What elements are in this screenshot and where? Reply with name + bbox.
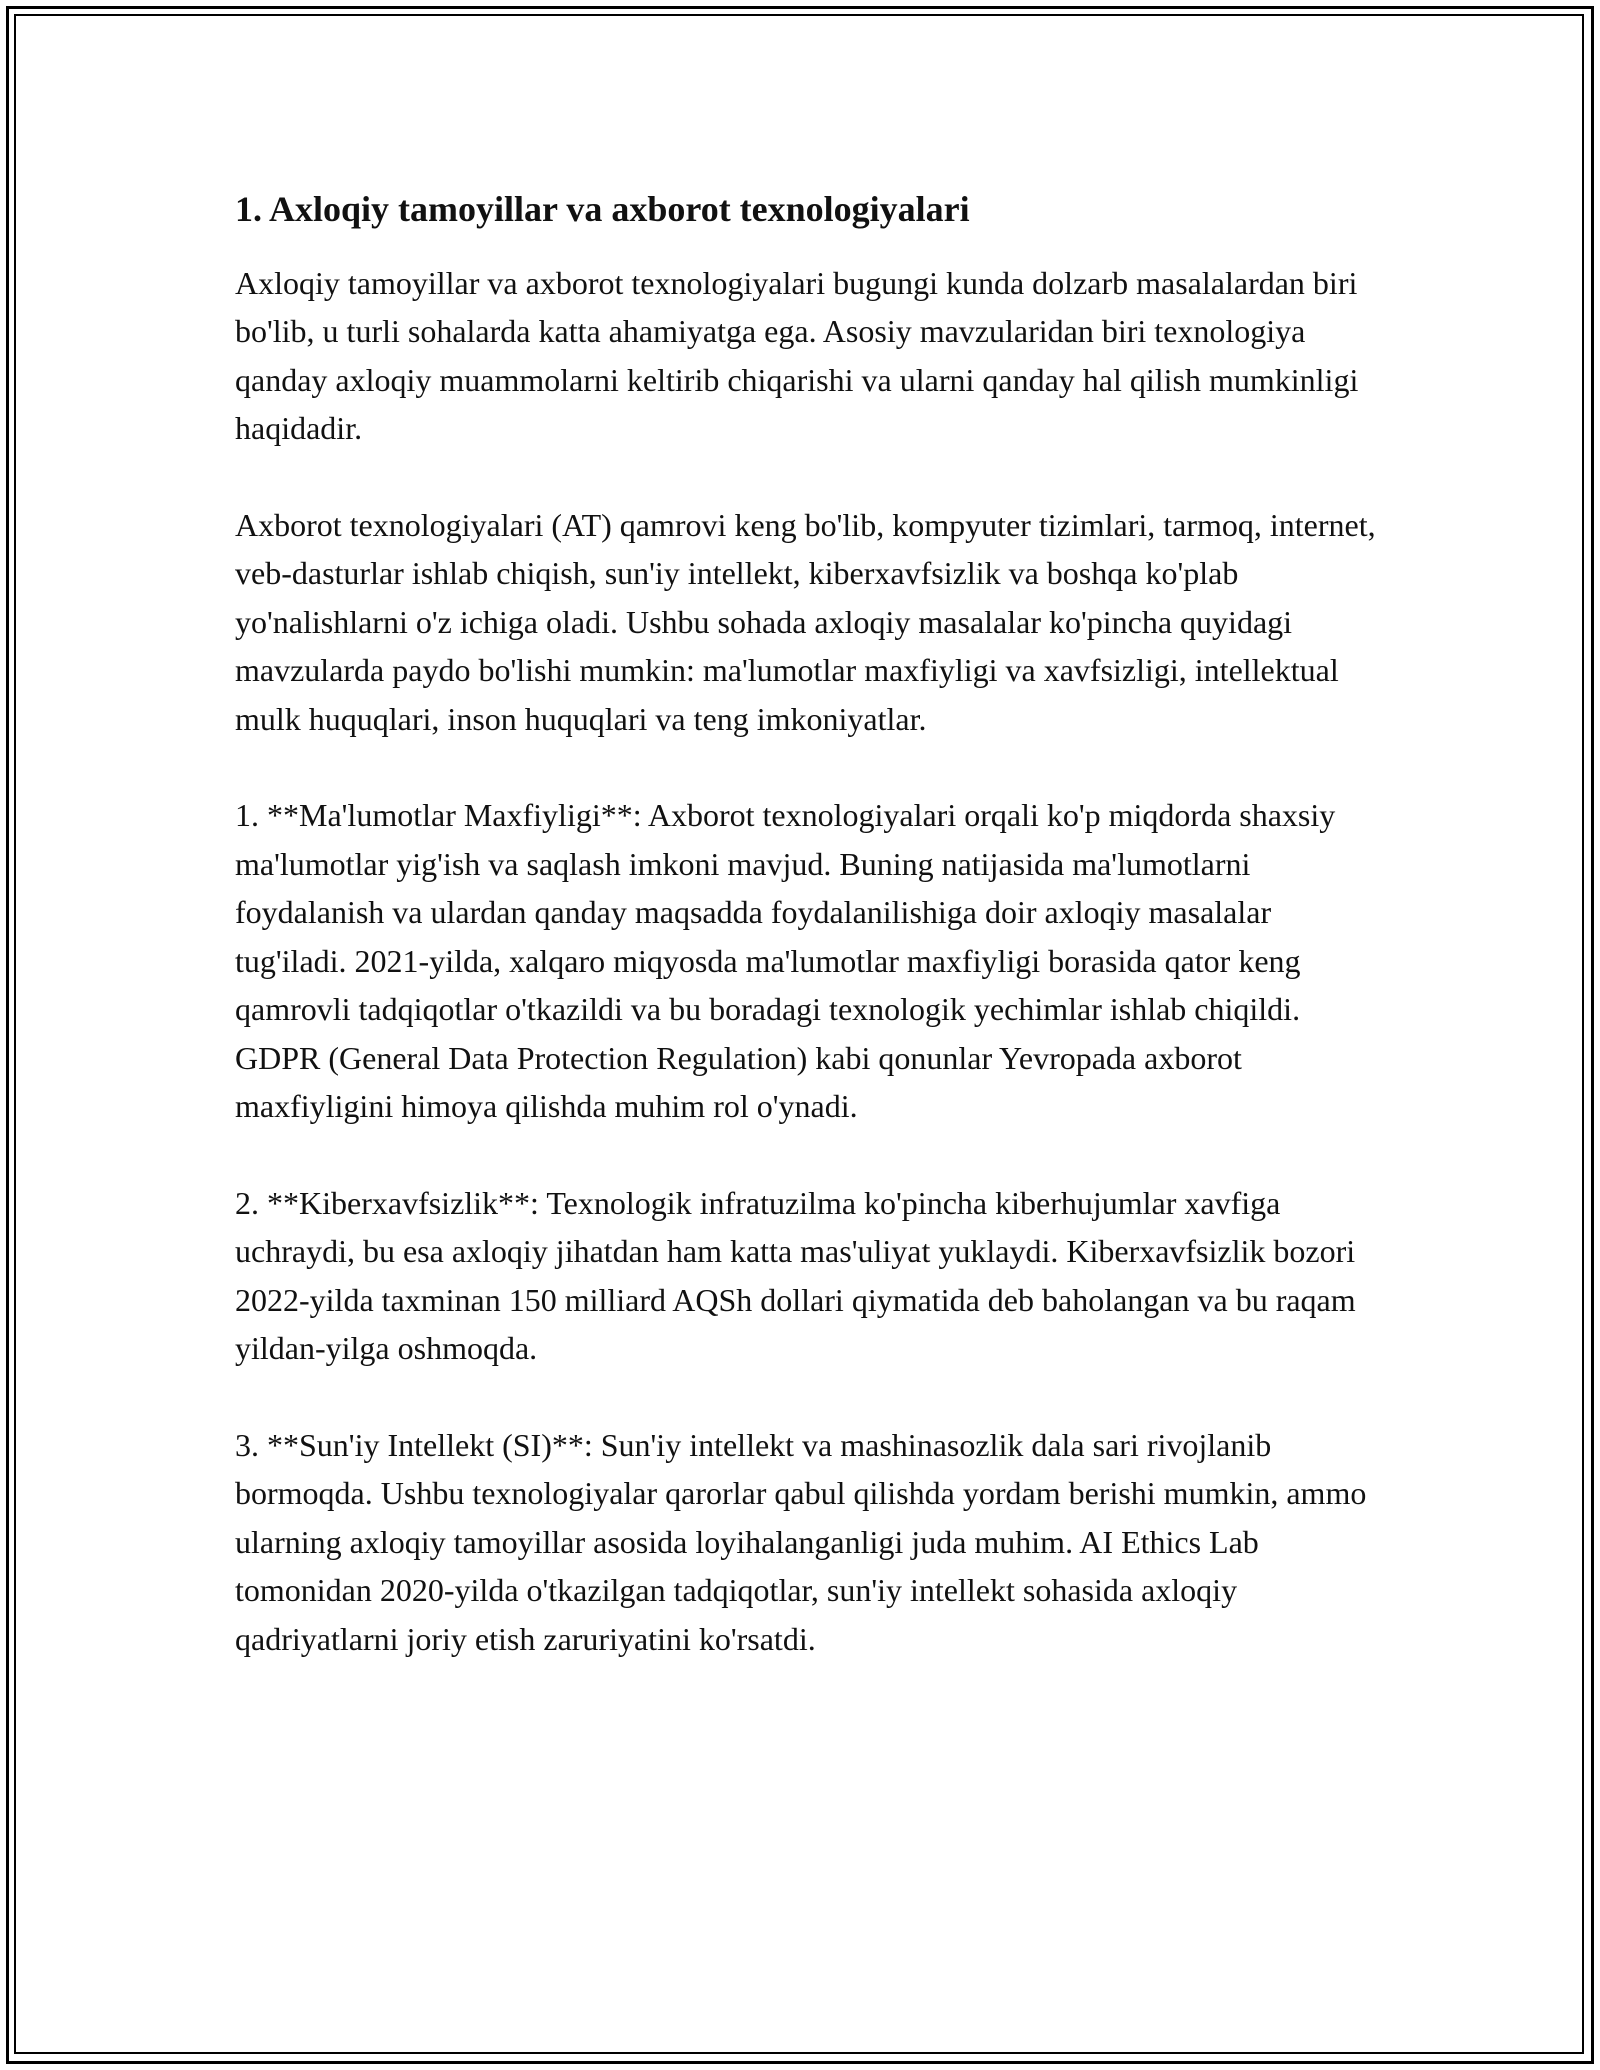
paragraph-artificial-intelligence: 3. **Sun'iy Intellekt (SI)**: Sun'iy intellekt va mashinasozlik dala sari rivojlanib bormoqda. Ushbu texnologiyalar qarorlar qabul qilishda yordam berishi mumkin, ammo ularning axloqiy tamoyillar asosida loyihalanganligi juda muhim. AI Ethics Lab tomonidan 2020-yilda o'tkazilgan tadqiqotlar, sun'iy intellekt sohasida axloqiy qadriyatlarni joriy etish zaruriyatini ko'rsatdi. [235, 1426, 1367, 1657]
document-body [235, 186, 1385, 1711]
document-heading: 1. Axloqiy tamoyillar va axborot texnologiyalari [235, 189, 970, 229]
paragraph-scope: Axborot texnologiyalari (AT) qamrovi keng bo'lib, kompyuter tizimlari, tarmoq, internet, veb-dasturlar ishlab chiqish, sun'iy intellekt, kiberxavfsizlik va boshqa ko'plab yo'nalishlarni o'z ichiga oladi. Ushbu sohada axloqiy masalalar ko'pincha quyidagi mavzularda paydo bo'lishi mumkin: ma'lumotlar maxfiyligi va xavfsizligi, intellektual mulk huquqlari, inson huquqlari va teng imkoniyatlar. [235, 506, 1376, 737]
paragraph-cybersecurity: 2. **Kiberxavfsizlik**: Texnologik infratuzilma ko'pincha kiberhujumlar xavfiga uchraydi, bu esa axloqiy jihatdan ham katta mas'uliyat yuklaydi. Kiberxavfsizlik bozori 2022-yilda taxminan 150 milliard AQSh dollari qiymatida deb baholangan va bu raqam yildan-yilga oshmoqda. [235, 1184, 1356, 1367]
paragraph-data-privacy: 1. **Ma'lumotlar Maxfiyligi**: Axborot texnologiyalari orqali ko'p miqdorda shaxsiy ma'lumotlar yig'ish va saqlash imkoni mavjud. Buning natijasida ma'lumotlarni foydalanish va ulardan qanday maqsadda foydalanilishiga doir axloqiy masalalar tug'iladi. 2021-yilda, xalqaro miqyosda ma'lumotlar maxfiyligi borasida qator keng qamrovli tadqiqotlar o'tkazildi va bu boradagi texnologik yechimlar ishlab chiqildi. GDPR (General Data Protection Regulation) kabi qonunlar Yevropada axborot maxfiyligini himoya qilishda muhim rol o'ynadi. [235, 797, 1336, 1125]
paragraph-intro: Axloqiy tamoyillar va axborot texnologiyalari bugungi kunda dolzarb masalalardan biri bo'lib, u turli sohalarda katta ahamiyatga ega. Asosiy mavzularidan biri texnologiya qanday axloqiy muammolarni keltirib chiqarishi va ularni qanday hal qilish mumkinligi haqidadir. [235, 264, 1359, 447]
